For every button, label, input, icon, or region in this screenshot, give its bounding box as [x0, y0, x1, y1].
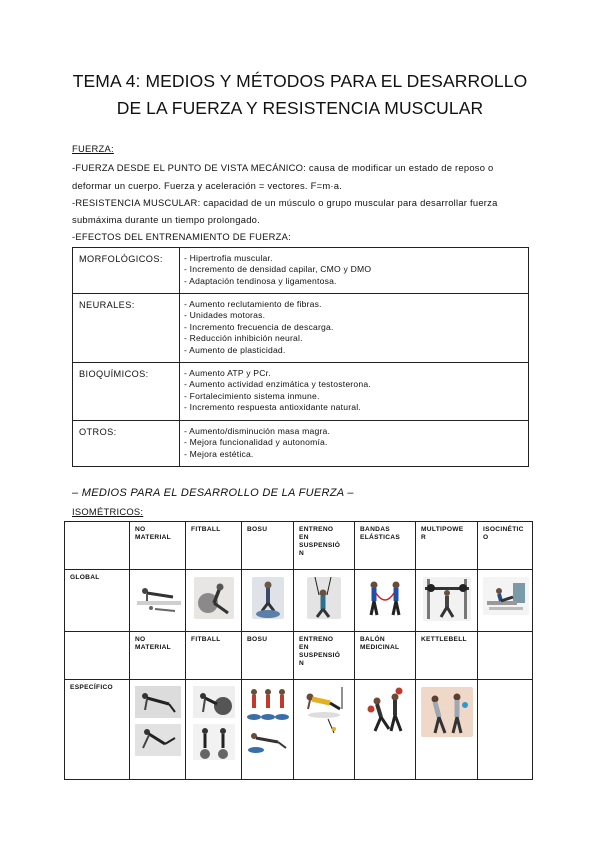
- medios-row-especifico: [65, 680, 533, 780]
- effect-item: - Hipertrofia muscular.: [184, 253, 273, 263]
- header-label: KETTLEBELL: [421, 636, 467, 643]
- document-title: [40, 68, 560, 122]
- header-label: BANDAS ELÁSTICAS: [360, 526, 401, 541]
- bosu-exercise-image: [252, 577, 284, 619]
- image-stack: [135, 684, 180, 756]
- effects-row-otros: [73, 421, 529, 467]
- image-cell: [186, 680, 242, 780]
- effect-item: - Mejora estética.: [184, 448, 254, 459]
- header-no-material: [130, 632, 186, 680]
- effects-row-bioquimicos: [73, 363, 529, 421]
- header-label: FITBALL: [191, 526, 221, 533]
- row-label-global: GLOBAL: [65, 570, 130, 632]
- header-multipower: [416, 522, 478, 570]
- fitball-exercise-image: [194, 577, 234, 619]
- fuerza-heading: FUERZA:: [72, 143, 114, 154]
- effect-item: - Reducción inhibición neural.: [184, 333, 303, 344]
- paragraph-resistencia-1: -RESISTENCIA MUSCULAR: capacidad de un músculo o grupo muscular para desarrollar fuerza: [72, 197, 498, 208]
- header-label: ENTRENO EN SUSPENSIÓ N: [299, 526, 341, 557]
- effect-item: - Aumento reclutamiento de fibras.: [184, 299, 322, 309]
- paragraph-fuerza-mecanico-1: -FUERZA DESDE EL PUNTO DE VISTA MECÁNICO: causa de modificar un estado de reposo o: [72, 162, 494, 173]
- header-fitball: [186, 522, 242, 570]
- image-cell: [416, 570, 478, 632]
- image-cell: [242, 570, 294, 632]
- effects-values: [180, 294, 529, 363]
- empty-cell: [478, 632, 533, 680]
- isometricos-heading: ISOMÉTRICOS:: [72, 506, 144, 517]
- paragraph-resistencia-2: submáxima durante un tiempo prolongado.: [72, 214, 260, 225]
- medios-row-global: [65, 570, 533, 632]
- image-cell: [355, 570, 416, 632]
- effects-key: MORFOLÓGICOS:: [73, 248, 180, 294]
- image-cell: [294, 570, 355, 632]
- effects-row-neurales: [73, 294, 529, 363]
- no-material-exercise-image-2: [135, 724, 181, 756]
- elastic-bands-image: [362, 577, 408, 619]
- effects-row-morfologicos: [73, 248, 529, 294]
- header-label: NO MATERIAL: [135, 636, 171, 651]
- medios-header-row-2: [65, 632, 533, 680]
- empty-cell: [478, 680, 533, 780]
- effect-item: - Fortalecimiento sistema inmune.: [184, 390, 320, 401]
- bosu-specific-image-1: [246, 686, 290, 722]
- header-bosu: [242, 632, 294, 680]
- header-label: FITBALL: [191, 636, 221, 643]
- header-label: ISOCINÉTIC O: [483, 526, 524, 541]
- fitball-specific-image-2: [193, 724, 235, 760]
- image-cell: [130, 570, 186, 632]
- header-label: NO MATERIAL: [135, 526, 171, 541]
- effect-item: - Adaptación tendinosa y ligamentosa.: [184, 275, 337, 286]
- effect-item: - Unidades motoras.: [184, 310, 266, 321]
- effect-item: - Aumento ATP y PCr.: [184, 368, 271, 378]
- header-entreno-suspension: [294, 522, 355, 570]
- header-balon-medicinal: [355, 632, 416, 680]
- effects-values: [180, 248, 529, 294]
- row-label-especifico: ESPECÍFICO: [65, 680, 130, 780]
- title-line-1: TEMA 4: MEDIOS Y MÉTODOS PARA EL DESARROLLO: [72, 71, 528, 91]
- image-cell: [186, 570, 242, 632]
- effects-values: [180, 421, 529, 467]
- header-label: BALÓN MEDICINAL: [360, 636, 400, 651]
- image-cell: [355, 680, 416, 780]
- isokinetic-machine-image: [483, 577, 529, 615]
- kettlebell-image: [421, 687, 473, 737]
- medios-heading: – MEDIOS PARA EL DESARROLLO DE LA FUERZA –: [72, 487, 354, 499]
- paragraph-efectos: -EFECTOS DEL ENTRENAMIENTO DE FUERZA:: [72, 231, 291, 242]
- plank-exercise-image: [135, 577, 183, 615]
- header-isocinetico: [478, 522, 533, 570]
- image-stack: [247, 684, 288, 756]
- image-cell: [130, 680, 186, 780]
- multipower-machine-image: [423, 577, 471, 621]
- effects-key: OTROS:: [73, 421, 180, 467]
- effect-item: - Incremento respuesta antioxidante natural.: [184, 402, 361, 413]
- suspension-specific-image: [300, 687, 348, 735]
- medios-table: [64, 521, 533, 780]
- empty-cell: [65, 522, 130, 570]
- effects-key: BIOQUÍMICOS:: [73, 363, 180, 421]
- image-cell: [242, 680, 294, 780]
- effect-item: - Aumento/disminución masa magra.: [184, 426, 331, 436]
- image-cell: [416, 680, 478, 780]
- header-bandas-elasticas: [355, 522, 416, 570]
- no-material-exercise-image-1: [135, 686, 181, 718]
- title-line-2: DE LA FUERZA Y RESISTENCIA MUSCULAR: [116, 98, 484, 118]
- effect-item: - Aumento de plasticidad.: [184, 344, 286, 355]
- header-entreno-suspension: [294, 632, 355, 680]
- image-cell: [478, 570, 533, 632]
- effect-item: - Incremento de densidad capilar, CMO y DMO: [184, 264, 372, 275]
- fitball-specific-image-1: [193, 686, 235, 718]
- header-bosu: [242, 522, 294, 570]
- header-label: MULTIPOWE R: [421, 526, 464, 541]
- header-label: BOSU: [247, 526, 268, 533]
- effects-table: [72, 247, 529, 467]
- image-cell: [294, 680, 355, 780]
- image-stack: [191, 684, 236, 760]
- effect-item: - Incremento frecuencia de descarga.: [184, 321, 334, 332]
- medicine-ball-image: [361, 687, 409, 735]
- effects-values: [180, 363, 529, 421]
- effect-item: - Aumento actividad enzimática y testosterona.: [184, 379, 371, 390]
- header-kettlebell: [416, 632, 478, 680]
- header-no-material: [130, 522, 186, 570]
- effect-item: - Mejora funcionalidad y autonomía.: [184, 437, 328, 448]
- medios-header-row-1: [65, 522, 533, 570]
- header-label: ENTRENO EN SUSPENSIÓ N: [299, 636, 341, 667]
- paragraph-fuerza-mecanico-2: deformar un cuerpo. Fuerza y aceleración = vectores. F=m·a.: [72, 180, 343, 191]
- suspension-training-image: [307, 577, 341, 619]
- effects-key: NEURALES:: [73, 294, 180, 363]
- header-fitball: [186, 632, 242, 680]
- header-label: BOSU: [247, 636, 268, 643]
- bosu-specific-image-2: [246, 728, 290, 756]
- empty-cell: [65, 632, 130, 680]
